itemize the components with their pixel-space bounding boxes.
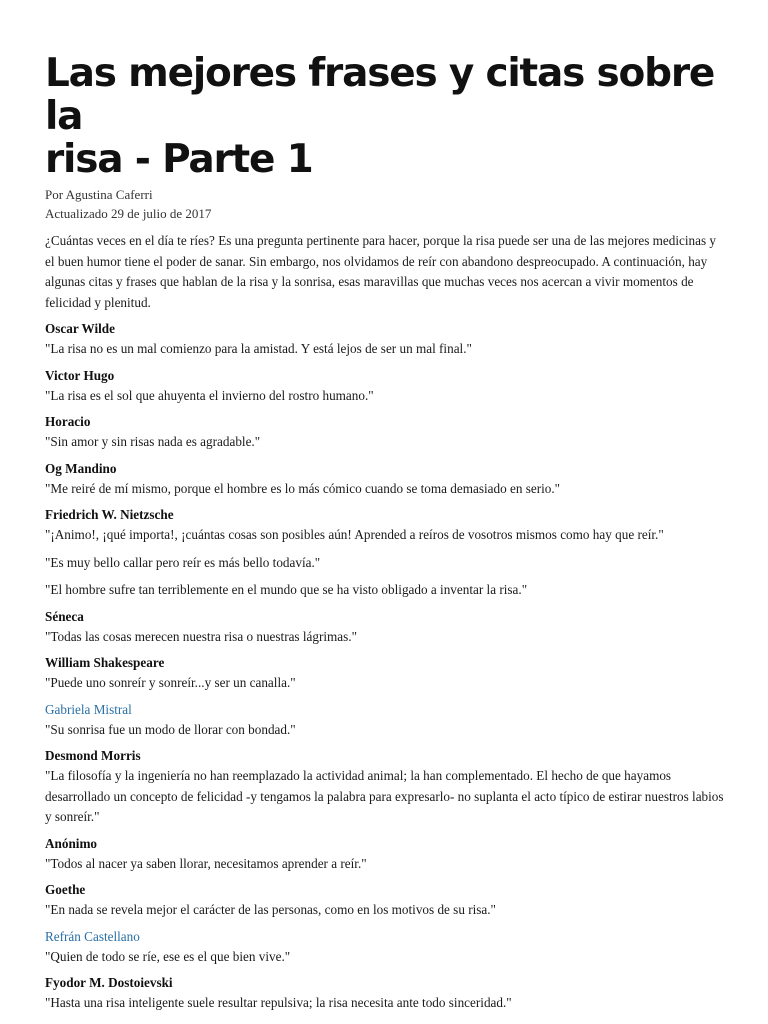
- quote-block-nietzsche: [45, 505, 725, 601]
- quote-author: Og Mandino: [45, 460, 117, 476]
- quote-text: "La risa no es un mal comienzo para la amistad. Y está lejos de ser un mal final.": [45, 341, 472, 356]
- quote-text: "Es muy bello callar pero reír es más bello todavía.": [45, 554, 321, 570]
- quote-author: Goethe: [45, 882, 86, 897]
- quote-text: "Me reiré de mí mismo, porque el hombre es lo más cómico cuando se toma demasiado en serio.": [45, 480, 561, 496]
- quote-block-refran-castellano: [45, 927, 725, 968]
- article: [45, 52, 725, 1014]
- quote-block-seneca: [45, 607, 725, 648]
- article-meta: [45, 185, 725, 223]
- quote-block-horacio: [45, 412, 725, 453]
- quote-author: Anónimo: [45, 835, 98, 851]
- article-date: Actualizado 29 de julio de 2017: [45, 206, 212, 221]
- quote-author: Oscar Wilde: [45, 321, 115, 336]
- quote-text: "¡Animo!, ¡qué importa!, ¡cuántas cosas son posibles aún! Aprended a reíros de vosotros mismos como hay que reír.": [45, 527, 664, 542]
- quote-block-og-mandino: [45, 459, 725, 500]
- quote-author: William Shakespeare: [45, 655, 165, 670]
- quote-block-desmond-morris: [45, 746, 725, 828]
- quote-text: "La filosofía y la ingeniería no han reemplazado la actividad animal; la han complementado. El hecho de que hayamos desarrollado un concepto de felicidad -y tengamos la palabra para expresarlo- no suplanta el acto típico de estirar nuestros labios y sonreír.": [45, 768, 724, 824]
- quote-author-link[interactable]: Gabriela Mistral: [45, 701, 132, 717]
- quote-text: "Quien de todo se ríe, ese es el que bien vive.": [45, 948, 291, 964]
- quote-block-gabriela-mistral: [45, 700, 725, 741]
- quote-author: Desmond Morris: [45, 748, 141, 763]
- quote-author: Friedrich W. Nietzsche: [45, 507, 174, 522]
- quote-list: [45, 319, 725, 1014]
- title-line-1: Las mejores frases y citas sobre la: [45, 51, 715, 139]
- quote-author-link[interactable]: Refrán Castellano: [45, 928, 140, 944]
- quote-author: Séneca: [45, 608, 84, 624]
- quote-text: "Puede uno sonreír y sonreír...y ser un canalla.": [45, 675, 296, 690]
- quote-block-anonimo: [45, 834, 725, 875]
- quote-text: "Sin amor y sin risas nada es agradable.": [45, 434, 261, 449]
- quote-block-victor-hugo: [45, 366, 725, 407]
- quote-text: "El hombre sufre tan terriblemente en el mundo que se ha visto obligado a inventar la risa.": [45, 582, 528, 597]
- quote-block-oscar-wilde: [45, 319, 725, 360]
- quote-text: "Todos al nacer ya saben llorar, necesitamos aprender a reír.": [45, 855, 367, 871]
- article-author: Por Agustina Caferri: [45, 187, 153, 202]
- quote-block-shakespeare: [45, 653, 725, 694]
- quote-text: "Su sonrisa fue un modo de llorar con bondad.": [45, 721, 296, 737]
- quote-text: "La risa es el sol que ahuyenta el invierno del rostro humano.": [45, 387, 374, 403]
- quote-author: Victor Hugo: [45, 367, 115, 383]
- quote-text: "Hasta una risa inteligente suele resultar repulsiva; la risa necesita ante todo sinceridad.": [45, 995, 512, 1010]
- quote-text: "Todas las cosas merecen nuestra risa o nuestras lágrimas.": [45, 628, 357, 644]
- quote-block-dostoievski: [45, 973, 725, 1014]
- quote-block-goethe: [45, 880, 725, 921]
- title-line-2: risa - Parte 1: [45, 137, 313, 182]
- quote-author: Fyodor M. Dostoievski: [45, 975, 173, 990]
- quote-text: "En nada se revela mejor el carácter de las personas, como en los motivos de su risa.": [45, 902, 496, 917]
- article-intro: ¿Cuántas veces en el día te ríes? Es una pregunta pertinente para hacer, porque la risa puede ser una de las mejores medicinas y el buen humor tiene el poder de sanar. Sin embargo, nos olvidamos de reír con abandono despreocupado. A continuación, hay algunas citas y frases que hablan de la risa y la sonrisa, esas maravillas que muchas veces nos acercan a vivir momentos de felicidad y plenitud.: [45, 233, 717, 310]
- page-title: [45, 52, 725, 181]
- quote-author: Horacio: [45, 414, 91, 429]
